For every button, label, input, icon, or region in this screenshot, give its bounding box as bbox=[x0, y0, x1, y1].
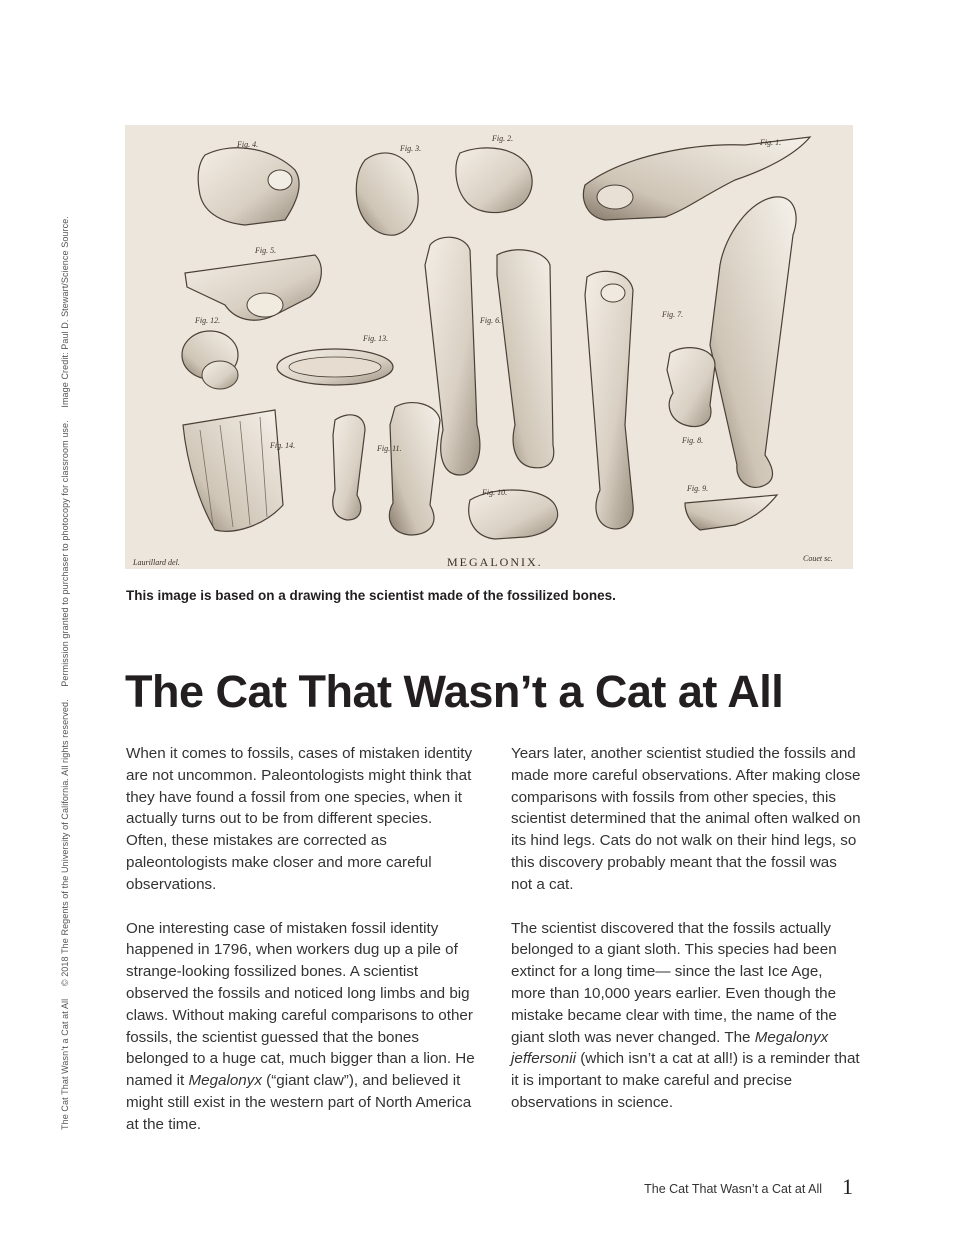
sidebar-credit bbox=[60, 180, 70, 1130]
paragraph: One interesting case of mistaken fossil identity happened in 1796, when workers dug up a pile of strange-looking fossilized bones. A scientist observed the fossils and noticed long limbs and big claws. Without making careful comparisons to other fossils, the scientist guessed that the bones belonged to a huge cat, much bigger than a lion. He named it Megalonyx (“giant claw”), and believed it might still exist in the western part of North America at the time. bbox=[126, 919, 475, 1133]
footer-title: The Cat That Wasn’t a Cat at All bbox=[644, 1182, 822, 1196]
fig-label: Fig. 8. bbox=[682, 436, 704, 445]
fig-label: Fig. 6. bbox=[480, 316, 502, 325]
page-number: 1 bbox=[842, 1174, 853, 1199]
fig-label: Fig. 3. bbox=[400, 144, 422, 153]
article-column-left bbox=[126, 743, 476, 1158]
sidebar-doc-title: The Cat That Wasn’t a Cat at All bbox=[60, 998, 70, 1130]
fig-label: Fig. 9. bbox=[687, 484, 709, 493]
species-name: Megalonyx jeffersonii bbox=[511, 1028, 829, 1068]
species-name: Megalonyx bbox=[188, 1072, 262, 1090]
paragraph: Years later, another scientist studied the fossils and made more careful observations. After making close comparisons with fossils from other species, this scientist determined that the animal often walked on its hind legs. Cats do not walk on their hind legs, so this discovery probably meant that the fossil was not a cat. bbox=[511, 745, 861, 893]
fig-label: Fig. 14. bbox=[270, 441, 296, 450]
page-title: The Cat That Wasn’t a Cat at All bbox=[125, 666, 784, 717]
paragraph: The scientist discovered that the fossils actually belonged to a giant sloth. This species had been extinct for a long time— since the last Ice Age, more than 10,000 years earlier. Even though the mistake became clear with time, the name of the giant sloth was never changed. The Megalonyx jeffersonii (which isn’t a cat at all!) is a reminder that it is important to make careful and precise observations in science. bbox=[511, 919, 860, 1111]
paragraph: When it comes to fossils, cases of mistaken identity are not uncommon. Paleontologists might think that they have found a fossil from one species, when it actually turns out to be from different species. Often, these mistakes are corrected as paleontologists make closer and more careful observations. bbox=[126, 745, 473, 893]
fig-label: Fig. 5. bbox=[255, 246, 277, 255]
fossil-illustration bbox=[125, 125, 853, 569]
artist-credit-left: Laurillard del. bbox=[133, 558, 180, 567]
figure-caption: This image is based on a drawing the scientist made of the fossilized bones. bbox=[126, 588, 616, 603]
fig-label: Fig. 12. bbox=[195, 316, 221, 325]
article-column-right bbox=[511, 743, 861, 1136]
fig-label: Fig. 13. bbox=[363, 334, 389, 343]
fig-label: Fig. 10. bbox=[482, 488, 508, 497]
sidebar-permission: Permission granted to purchaser to photocopy for classroom use. bbox=[60, 420, 70, 687]
fig-label: Fig. 1. bbox=[760, 138, 782, 147]
sidebar-image-credit: Image Credit: Paul D. Stewart/Science Source. bbox=[60, 216, 70, 408]
fig-label: Fig. 4. bbox=[237, 140, 259, 149]
fig-label: Fig. 2. bbox=[492, 134, 514, 143]
fig-label: Fig. 7. bbox=[662, 310, 684, 319]
sidebar-copyright: © 2018 The Regents of the University of California. All rights reserved. bbox=[60, 699, 70, 987]
fossil-bones-drawing bbox=[125, 125, 853, 569]
artist-credit-right: Couet sc. bbox=[803, 554, 833, 563]
fig-label: Fig. 11. bbox=[377, 444, 402, 453]
plate-title: MEGALONIX. bbox=[447, 555, 543, 569]
